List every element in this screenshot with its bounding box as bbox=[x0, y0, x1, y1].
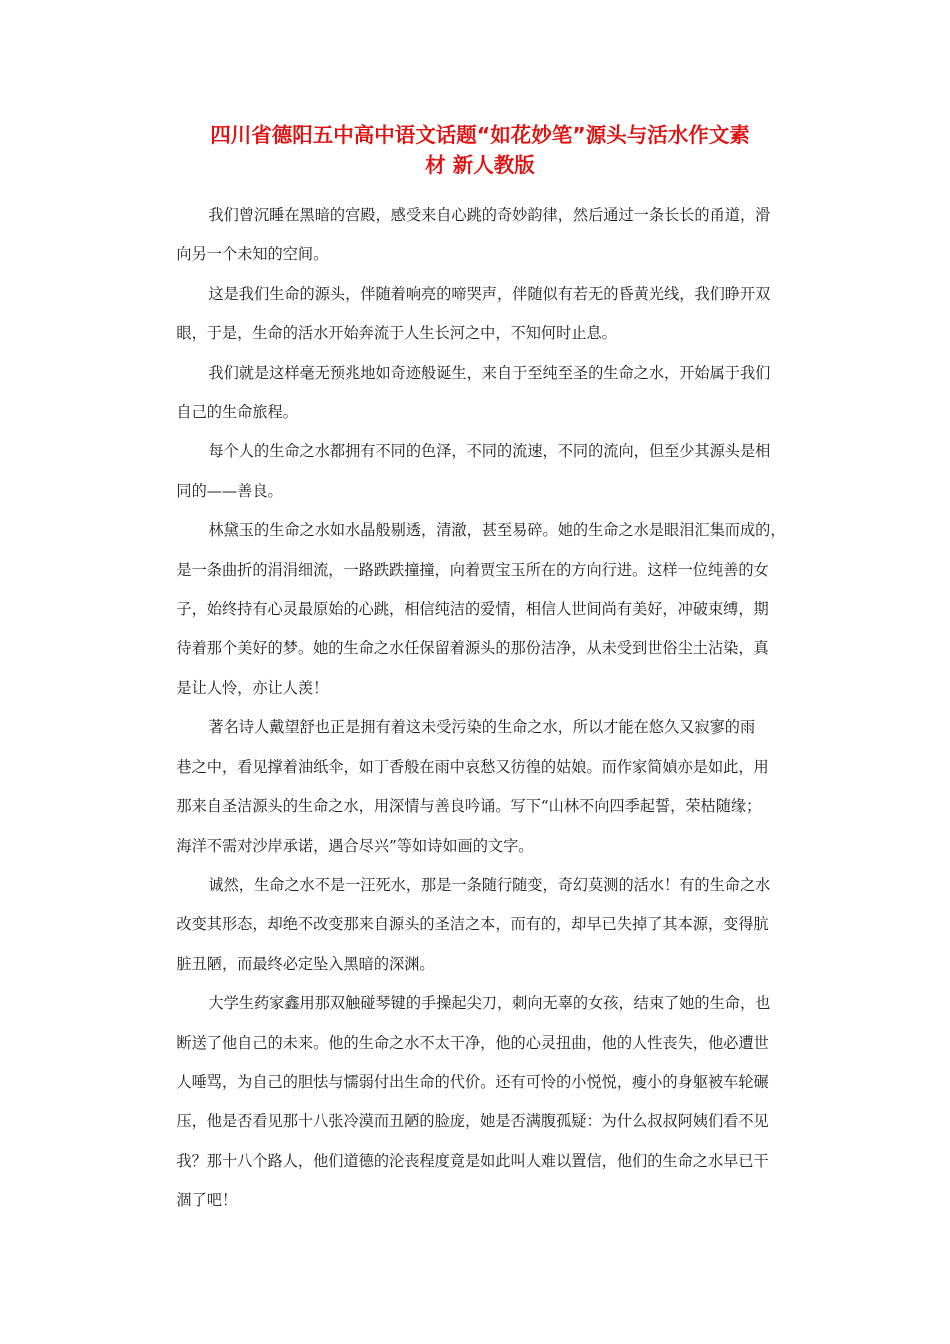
paragraph bbox=[146, 354, 806, 433]
paragraph bbox=[146, 196, 806, 275]
text-line: 涸了吧！ bbox=[176, 1191, 238, 1210]
paragraph bbox=[146, 866, 806, 984]
paragraph bbox=[146, 511, 806, 708]
paragraph bbox=[146, 984, 806, 1220]
text-line: 改变其形态，却绝不改变那来自源头的圣洁之本，而有的，却早已失掉了其本源，变得肮 bbox=[176, 915, 769, 934]
text-line: 诚然，生命之水不是一汪死水，那是一条随行随变，奇幻莫测的活水！有的生命之水 bbox=[208, 875, 771, 894]
text-line: 我们曾沉睡在黑暗的宫殿，感受来自心跳的奇妙韵律，然后通过一条长长的甬道，滑 bbox=[208, 206, 771, 224]
text-line: 我？那十八个路人，他们道德的沦丧程度竟是如此叫人难以置信，他们的生命之水早已干 bbox=[176, 1151, 769, 1170]
text-line: 脏丑陋，而最终必定坠入黑暗的深渊。 bbox=[176, 954, 435, 973]
document-title bbox=[150, 120, 810, 180]
text-line: 著名诗人戴望舒也正是拥有着这未受污染的生命之水，所以才能在悠久又寂寥的雨 bbox=[208, 718, 756, 737]
text-line: 我们就是这样毫无预兆地如奇迹般诞生，来自于至纯至圣的生命之水，开始属于我们 bbox=[208, 363, 771, 382]
text-line: 巷之中，看见撑着油纸伞，如丁香般在雨中哀愁又彷徨的姑娘。而作家简媜亦是如此，用 bbox=[176, 757, 769, 776]
title-line: 材 新人教版 bbox=[425, 153, 535, 177]
text-line: 自己的生命旅程。 bbox=[176, 403, 298, 422]
text-line: 林黛玉的生命之水如水晶般剔透，清澈，甚至易碎。她的生命之水是眼泪汇集而成的， bbox=[208, 521, 786, 540]
paragraph bbox=[146, 432, 806, 511]
text-line: 待着那个美好的梦。她的生命之水任保留着源头的那份洁净，从未受到世俗尘土沾染，真 bbox=[176, 639, 769, 658]
text-line: 人唾骂，为自己的胆怯与懦弱付出生命的代价。还有可怜的小悦悦，瘦小的身躯被车轮碾 bbox=[176, 1072, 769, 1091]
text-line: 大学生药家鑫用那双触碰琴键的手操起尖刀，刺向无辜的女孩，结束了她的生命，也 bbox=[208, 994, 771, 1013]
text-line: 断送了他自己的未来。他的生命之水不太干净，他的心灵扭曲，他的人性丧失，他必遭世 bbox=[176, 1033, 769, 1052]
text-line: 那来自圣洁源头的生命之水，用深情与善良吟诵。写下“山林不向四季起誓，荣枯随缘； bbox=[176, 797, 762, 816]
document-body bbox=[146, 196, 806, 1221]
paragraph bbox=[146, 275, 806, 354]
text-line: 向另一个未知的空间。 bbox=[176, 245, 329, 264]
text-line: 这是我们生命的源头，伴随着响亮的啼哭声，伴随似有若无的昏黄光线，我们睁开双 bbox=[208, 284, 771, 303]
text-line: 是让人怜，亦让人羡！ bbox=[176, 678, 329, 697]
text-line: 压，他是否看见那十八张冷漠而丑陋的脸庞，她是否满腹孤疑：为什么叔叔阿姨们看不见 bbox=[176, 1112, 769, 1131]
text-line: 海洋不需对沙岸承诺，遇合尽兴”等如诗如画的文字。 bbox=[176, 836, 534, 855]
text-line: 子，始终持有心灵最原始的心跳，相信纯洁的爱情，相信人世间尚有美好，冲破束缚，期 bbox=[176, 600, 769, 619]
paragraph bbox=[146, 708, 806, 866]
text-line: 是一条曲折的涓涓细流，一路跌跌撞撞，向着贾宝玉所在的方向行进。这样一位纯善的女 bbox=[176, 560, 769, 579]
text-line: 眼，于是，生命的活水开始奔流于人生长河之中，不知何时止息。 bbox=[176, 324, 617, 343]
text-line: 每个人的生命之水都拥有不同的色泽，不同的流速，不同的流向，但至少其源头是相 bbox=[208, 442, 771, 461]
text-line: 同的——善良。 bbox=[176, 481, 283, 500]
title-line: 四川省德阳五中高中语文话题“如花妙笔”源头与活水作文素 bbox=[210, 123, 750, 147]
